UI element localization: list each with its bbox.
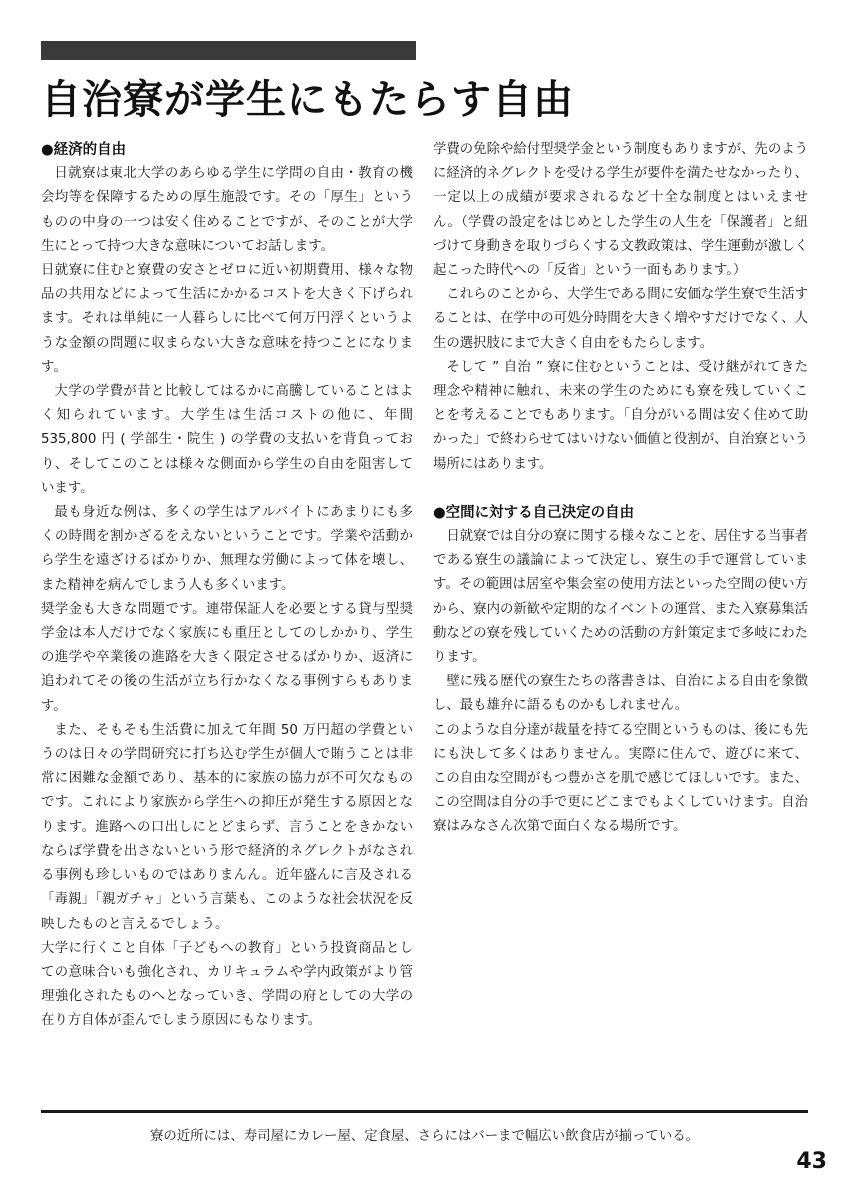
- paragraph: 日就寮は東北大学のあらゆる学生に学問の自由・教育の機会均等を保障するための厚生施設です。その「厚生」というものの中身の一つは安く住めることですが、そのことが大学生にとって持つ大きな意味についてお話します。: [41, 166, 413, 254]
- page-title: 自治寮が学生にもたらす自由: [41, 77, 574, 123]
- paragraph: これらのことから、大学生である間に安価な学生寮で生活することは、在学中の可処分時間を大きく増やすだけでなく、人生の選択肢にまで大きく自由をもたらします。: [433, 287, 808, 351]
- paragraph: 学費の免除や給付型奨学金という制度もありますが、先のように経済的ネグレクトを受ける学生が要件を満たせなかったり、一定以上の成績が要求されるなど十全な制度とはいえません。（学費の設定をはじめとした学生の人生を「保護者」と紐づけて身動きを取りづらくする文教政策は、学生運動が激しく起こった時代への「反省」という一面もあります。）: [433, 142, 808, 279]
- paragraph: このような自分達が裁量を持てる空間というものは、後にも先にも決して多くはありません。実際に住んで、遊びに来て、この自由な空間がもつ豊かさを肌で感じてほしいです。また、この空間は自分の手で更にどこまでもよくしていけます。自治寮はみなさん次第で面白くなる場所です。: [433, 722, 808, 835]
- paragraph: 壁に残る歴代の寮生たちの落書きは、自治による自由を象徴し、最も雄弁に語るものかもしれません。: [433, 674, 808, 714]
- right-column: [433, 138, 808, 840]
- paragraph: 最も身近な例は、多くの学生はアルバイトにあまりにも多くの時間を割かざるをえないということです。学業や活動から学生を遠ざけるばかりか、無理な労働によって体を壊し、また精神を病んでしまう人も多くいます。: [41, 505, 413, 593]
- photo-caption: 寮の近所には、寿司屋にカレー屋、定食屋、さらにはバーまで幅広い飲食店が揃っている。: [149, 1129, 699, 1144]
- left-column: [41, 138, 413, 1034]
- paragraph: 日就寮では自分の寮に関する様々なことを、居住する当事者である寮生の議論によって決定し、寮生の手で運営しています。その範囲は居室や集会室の使用方法といった空間の使い方から、寮内の新歓や定期的なイベントの運営、また入寮募集活動などの寮を残していくための活動の方針策定まで多岐にわたります。: [433, 529, 808, 666]
- page-number: 43: [796, 1149, 827, 1174]
- section-heading-economic-freedom: ●経済的自由: [41, 142, 127, 158]
- header-bar: [41, 41, 416, 60]
- paragraph: 大学の学費が昔と比較してはるかに高騰していることはよく知られています。大学生は生活コストの他に、年間535,800 円 ( 学部生・院生 ) の学費の支払いを背負っており、そしてこのことは様々な側面から学生の自由を阻害しています。: [41, 384, 413, 496]
- paragraph: 日就寮に住むと寮費の安さとゼロに近い初期費用、様々な物品の共用などによって生活にかかるコストを大きく下げられます。それは単純に一人暮らしに比べて何万円浮くというような金額の問題に収まらない大きな意味を持つことになります。: [41, 263, 413, 375]
- section-heading-space-self-determination: ●空間に対する自己決定の自由: [433, 504, 635, 521]
- footer-rule: [41, 1110, 808, 1113]
- paragraph: そして ” 自治 ” 寮に住むということは、受け継がれてきた理念や精神に触れ、未来の学生のためにも寮を残していくことを考えることでもあります。「自分がいる間は安く住めて助かった」で終わらせてはいけない価値と役割が、自治寮という場所にはあります。: [433, 359, 808, 472]
- paragraph: 大学に行くこと自体「子どもへの教育」という投資商品としての意味合いも強化され、カリキュラムや学内政策がより管理強化されたものへとなっていき、学問の府としての大学の在り方自体が歪んでしまう原因にもなります。: [41, 940, 413, 1029]
- paragraph: 奨学金も大きな問題です。連帯保証人を必要とする貸与型奨学金は本人だけでなく家族にも重圧としてのしかかり、学生の進学や卒業後の進路を大きく限定させるばかりか、返済に追われてその後の生活が立ち行かなくなる事例すらもあります。: [41, 601, 413, 714]
- section-spacer: [433, 477, 808, 501]
- paragraph: また、そもそも生活費に加えて年間 50 万円超の学費というのは日々の学問研究に打ち込む学生が個人で賄うことは非常に困難な金額であり、基本的に家族の協力が不可欠なものです。これにより家族から学生への抑圧が発生する原因となります。進路への口出しにとどまらず、言うことをきかないならば学費を出さないという形で経済的ネグレクトがなされる事例も珍しいものではありまんん。近年盛んに言及される「毒親」「親ガチャ」という言葉も、このような社会状況を反映したものと言えるでしょう。: [41, 722, 413, 932]
